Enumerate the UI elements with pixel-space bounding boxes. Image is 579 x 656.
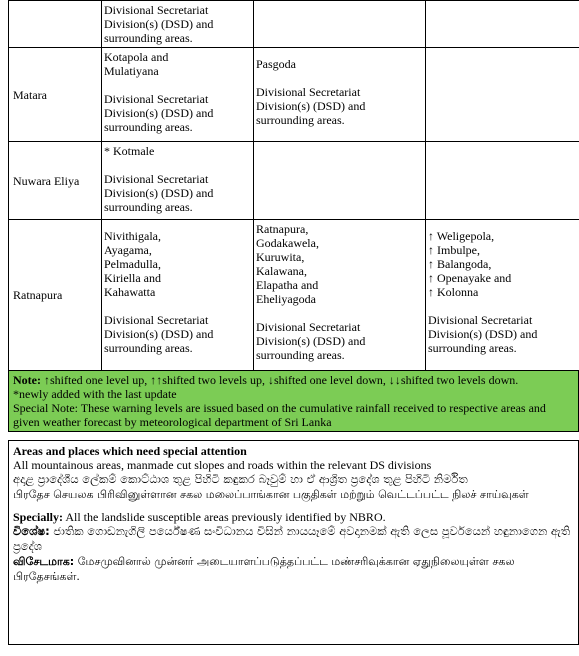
dsd-line: Division(s) (DSD) and [104,327,214,341]
dsd-line: Division(s) (DSD) and [104,106,214,120]
area-name: ↑ Balangoda, [428,257,492,271]
note-new-marker: *newly added with the last update [13,387,177,401]
special-heading: Areas and places which need special attention [13,444,247,458]
level-cell [102,1,254,48]
warning-table [8,0,579,371]
area-name: Pelmadulla, [104,257,161,271]
dsd-line: surrounding areas. [256,113,345,127]
table-row [9,48,579,142]
dsd-line: surrounding areas. [428,341,517,355]
area-name: Nivithigala, [104,229,161,243]
level-cell [426,48,579,142]
dsd-line: Divisional Secretariat [104,313,209,327]
special-attention-box [8,440,579,645]
level-cell [254,142,426,220]
area-name: Eheliyagoda [256,292,316,306]
area-name: Pasgoda [256,57,296,71]
dsd-line: Divisional Secretariat [104,92,209,106]
tamil-specially [13,554,574,584]
district-cell: Ratnapura [9,220,102,371]
area-name: Godakawela, [256,236,319,250]
sinhala-specially [13,524,574,554]
dsd-line: surrounding areas. [256,348,345,362]
tamil-specially-label: விசேடமாக: [13,555,75,568]
area-name: ↑ Openayake and [428,271,512,285]
specially-label: Specially: [13,510,63,524]
dsd-line: Division(s) (DSD) and [104,17,214,31]
level-cell [102,48,254,142]
specially-text: All the landslide susceptible areas previously identified by NBRO. [63,510,386,524]
dsd-line: surrounding areas. [104,200,193,214]
area-name: Kuruwita, [256,250,305,264]
english-text: All mountainous areas, manmade cut slopes and roads within the relevant DS divisions [13,458,432,472]
level-cell [254,48,426,142]
area-name: ↑ Weligepola, [428,229,495,243]
dsd-line: surrounding areas. [104,31,193,45]
area-name: Ratnapura, [256,222,309,236]
area-name: Mulatiyana [104,64,159,78]
district-cell [9,1,102,48]
dsd-line: surrounding areas. [104,120,193,134]
level-cell [426,142,579,220]
area-name: Elapatha and [256,278,319,292]
level-cell [426,1,579,48]
district-cell: Nuwara Eliya [9,142,102,220]
dsd-line: Divisional Secretariat [104,172,209,186]
district-cell: Matara [9,48,102,142]
sinhala-specially-label: විශේෂ: [13,524,50,538]
sinhala-text: අදාළ ප්‍රාදේශීය ලේකම් කොට්ඨාශ තුළ පිහිටි කඳුකර බෑවුම් හා ඒ ආශ්‍රිත ප්‍රදේශ තුළ පිහිටි නිර්මිත [13,472,468,486]
area-name: Kiriella and [104,271,161,285]
english-specially [13,510,574,524]
dsd-line: Division(s) (DSD) and [104,186,214,200]
level-cell [102,142,254,220]
level-cell [102,220,254,371]
dsd-line: Divisional Secretariat [256,320,361,334]
level-cell [254,220,426,371]
area-name: * Kotmale [104,144,155,158]
dsd-line: Divisional Secretariat [256,85,361,99]
table-row [9,142,579,220]
level-cell [254,1,426,48]
table-row [9,220,579,371]
dsd-line: Divisional Secretariat [428,313,533,327]
tamil-specially-text: மேசமுவினால் முன்னர் அடையாளப்படுத்தப்பட்ட மண்சரிவுக்கான ஏதுநிலையுள்ள சகல பிரதேசங்கள். [13,555,515,583]
dsd-line: Divisional Secretariat [104,3,209,17]
area-name: Ayagama, [104,243,152,257]
note-text: ↑shifted one level up, ↑↑shifted two levels up, ↓shifted one level down, ↓↓shifted two levels down. [40,373,519,387]
area-name: ↑ Imbulpe, [428,243,480,257]
dsd-line: Division(s) (DSD) and [256,334,366,348]
dsd-line: surrounding areas. [104,341,193,355]
dsd-line: Division(s) (DSD) and [256,99,366,113]
sinhala-specially-text: ජාතික ගොඩනැගිලි පර්යේෂණ සංවිධානය විසින් නායයෑමේ අවදානමක් ඇති ලෙස පූර්වයෙන් හඳුනාගෙන ඇති ප්‍රදේශ [13,524,571,553]
note-line [13,373,574,387]
dsd-line: Division(s) (DSD) and [428,327,538,341]
area-name: ↑ Kolonna [428,285,479,299]
area-name: Kalawana, [256,264,307,278]
legend-note [8,370,579,432]
area-name: Kahawatta [104,285,156,299]
table-row [9,1,579,48]
area-name: Kotapola and [104,50,169,64]
level-cell [426,220,579,371]
tamil-text: பிரதேச செயலக பிரிவினுள்ளான சகல மலைப்பாங்கான பகுதிகள் மற்றும் வெட்டப்பட்ட நிலச் சாய்வுகள் [13,488,529,501]
note-label: Note: [13,373,41,387]
special-note: Special Note: These warning levels are issued based on the cumulative rainfall received to respective areas and given weather forecast by meteorological department of Sri Lanka [13,401,546,429]
